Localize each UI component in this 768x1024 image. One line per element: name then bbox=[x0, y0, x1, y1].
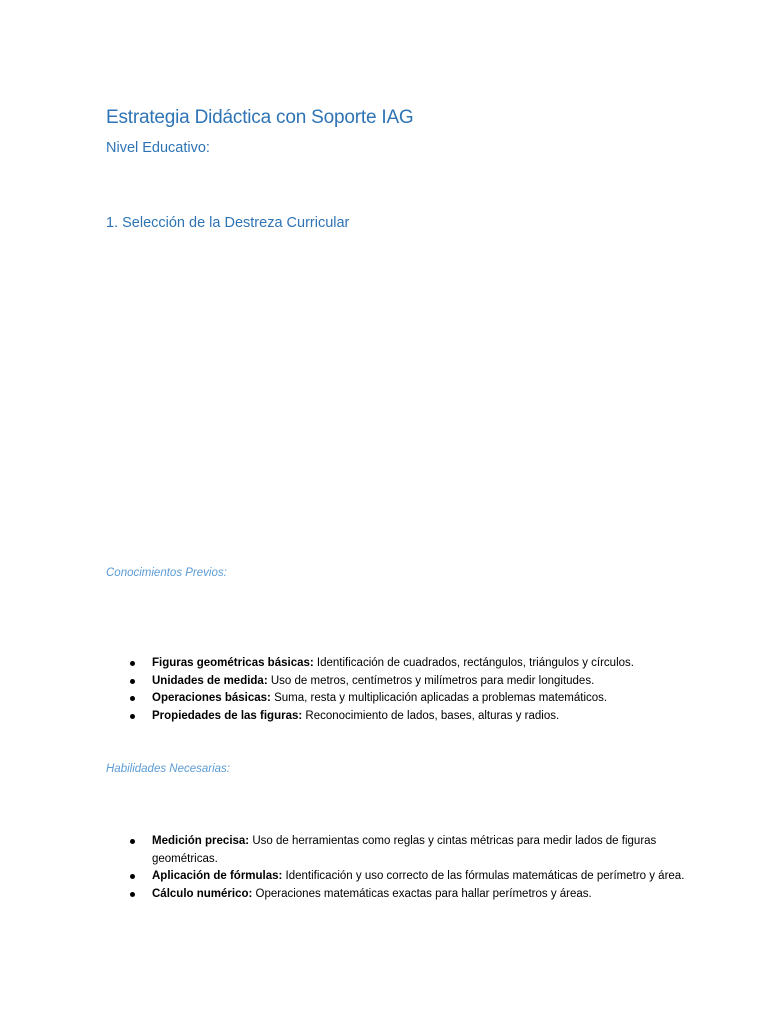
list-item-term: Unidades de medida: bbox=[152, 674, 268, 687]
bullet-icon bbox=[130, 839, 135, 844]
list-item-term: Operaciones básicas: bbox=[152, 692, 271, 704]
required-skills-heading: Habilidades Necesarias: bbox=[106, 763, 231, 775]
list-item-term: Propiedades de las figuras: bbox=[152, 709, 303, 722]
list-item bbox=[152, 673, 712, 691]
bullet-icon bbox=[130, 696, 135, 701]
list-item-description: Operaciones matemáticas exactas para hallar perímetros y áreas. bbox=[252, 887, 592, 900]
list-item-description: Suma, resta y multiplicación aplicadas a problemas matemáticos. bbox=[270, 692, 608, 704]
level-label: Nivel Educativo: bbox=[106, 140, 210, 156]
list-item-term: Figuras geométricas básicas: bbox=[152, 657, 314, 669]
document-title: Estrategia Didáctica con Soporte IAG bbox=[106, 107, 414, 128]
list-item-description: Reconocimiento de lados, bases, alturas y radios. bbox=[302, 709, 560, 722]
section-heading-curricular-skill: 1. Selección de la Destreza Curricular bbox=[106, 215, 350, 231]
list-item-description: Identificación de cuadrados, rectángulos, triángulos y círculos. bbox=[313, 657, 634, 669]
list-item-term: Cálculo numérico: bbox=[152, 887, 253, 900]
list-item-description: Identificación y uso correcto de las fórmulas matemáticas de perímetro y área. bbox=[282, 870, 685, 882]
bullet-icon bbox=[130, 892, 135, 897]
list-item-description: Uso de herramientas como reglas y cintas métricas para medir lados de figuras geométricas. bbox=[152, 835, 657, 865]
list-item-term: Medición precisa: bbox=[152, 835, 250, 847]
list-item bbox=[152, 868, 712, 886]
list-item bbox=[152, 886, 712, 904]
bullet-icon bbox=[130, 714, 135, 719]
prior-knowledge-heading: Conocimientos Previos: bbox=[106, 567, 227, 579]
list-item bbox=[152, 833, 712, 868]
list-item bbox=[152, 690, 712, 708]
bullet-icon bbox=[130, 661, 135, 666]
list-item bbox=[152, 708, 712, 726]
bullet-icon bbox=[130, 874, 135, 879]
bullet-icon bbox=[130, 679, 135, 684]
list-item-description: Uso de metros, centímetros y milímetros para medir longitudes. bbox=[267, 674, 595, 687]
required-skills-list bbox=[106, 833, 712, 903]
prior-knowledge-list bbox=[106, 655, 712, 725]
list-item bbox=[152, 655, 712, 673]
list-item-term: Aplicación de fórmulas: bbox=[152, 870, 283, 882]
